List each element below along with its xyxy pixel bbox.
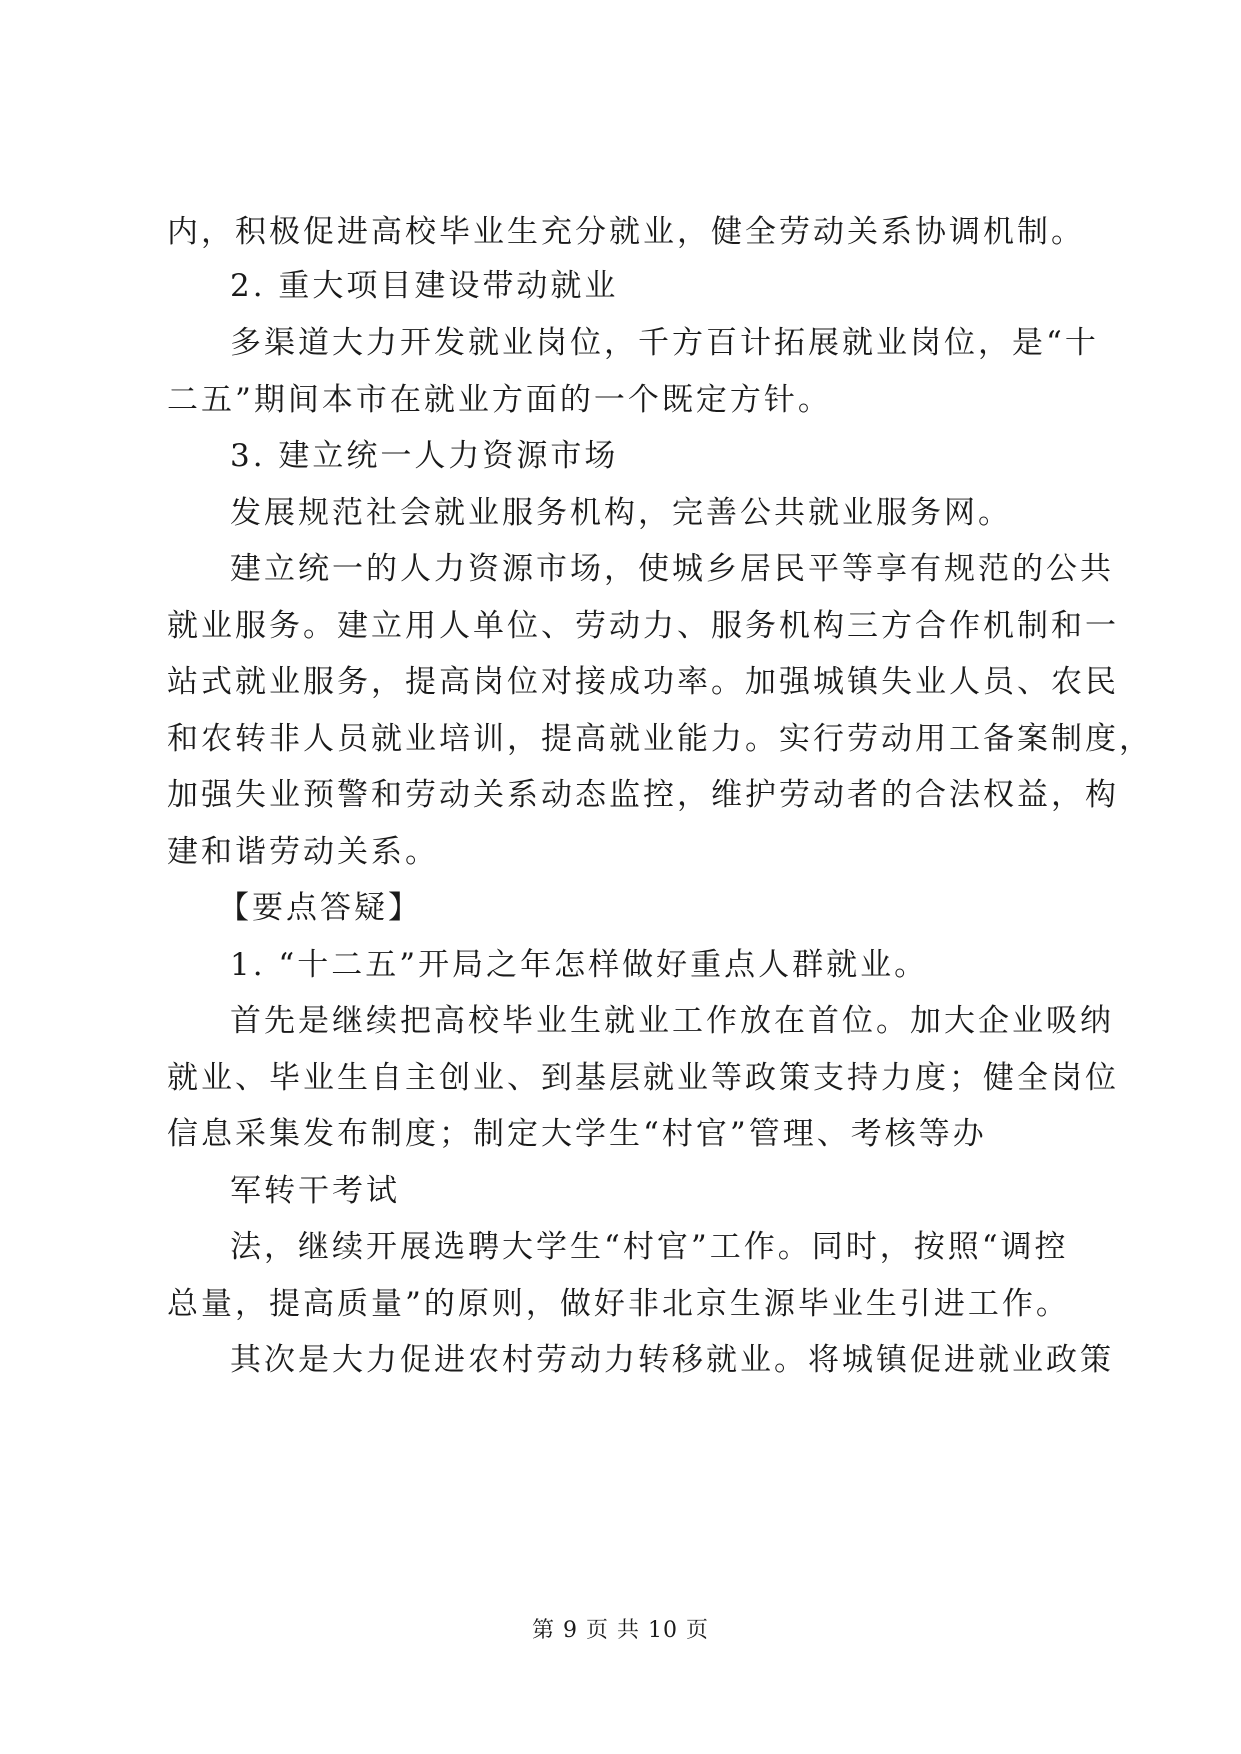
question-heading: 1. “十二五”开局之年怎样做好重点人群就业。 [230, 947, 929, 983]
section-heading: 【要点答疑】 [218, 890, 422, 926]
text-line: 就业服务。建立用人单位、劳动力、服务机构三方合作机制和一 [167, 608, 1119, 644]
text-line: 法，继续开展选聘大学生“村官”工作。同时，按照“调控 [230, 1229, 1069, 1265]
text-line: 首先是继续把高校毕业生就业工作放在首位。加大企业吸纳 [230, 1003, 1114, 1039]
text-line: 其次是大力促进农村劳动力转移就业。将城镇促进就业政策 [230, 1342, 1114, 1378]
text-line: 军转干考试 [230, 1173, 400, 1209]
text-line: 加强失业预警和劳动关系动态监控，维护劳动者的合法权益，构 [167, 777, 1119, 813]
text-line: 信息采集发布制度；制定大学生“村官”管理、考核等办 [167, 1116, 987, 1152]
section-heading: 3. 建立统一人力资源市场 [230, 438, 619, 474]
text-line: 建和谐劳动关系。 [167, 834, 439, 870]
text-line: 和农转非人员就业培训，提高就业能力。实行劳动用工备案制度， [167, 721, 1153, 757]
page-number-footer: 第 9 页 共 10 页 [532, 1618, 709, 1643]
section-heading: 2. 重大项目建设带动就业 [230, 268, 619, 304]
text-line: 发展规范社会就业服务机构，完善公共就业服务网。 [230, 495, 1012, 531]
text-line: 内，积极促进高校毕业生充分就业，健全劳动关系协调机制。 [167, 214, 1085, 250]
text-line: 多渠道大力开发就业岗位，千方百计拓展就业岗位，是“十 [230, 325, 1099, 361]
text-line: 建立统一的人力资源市场，使城乡居民平等享有规范的公共 [230, 551, 1114, 587]
text-line: 就业、毕业生自主创业、到基层就业等政策支持力度；健全岗位 [167, 1060, 1119, 1096]
text-line: 二五”期间本市在就业方面的一个既定方针。 [167, 382, 832, 418]
text-line: 站式就业服务，提高岗位对接成功率。加强城镇失业人员、农民 [167, 664, 1119, 700]
text-line: 总量，提高质量”的原则，做好非北京生源毕业生引进工作。 [167, 1286, 1070, 1322]
